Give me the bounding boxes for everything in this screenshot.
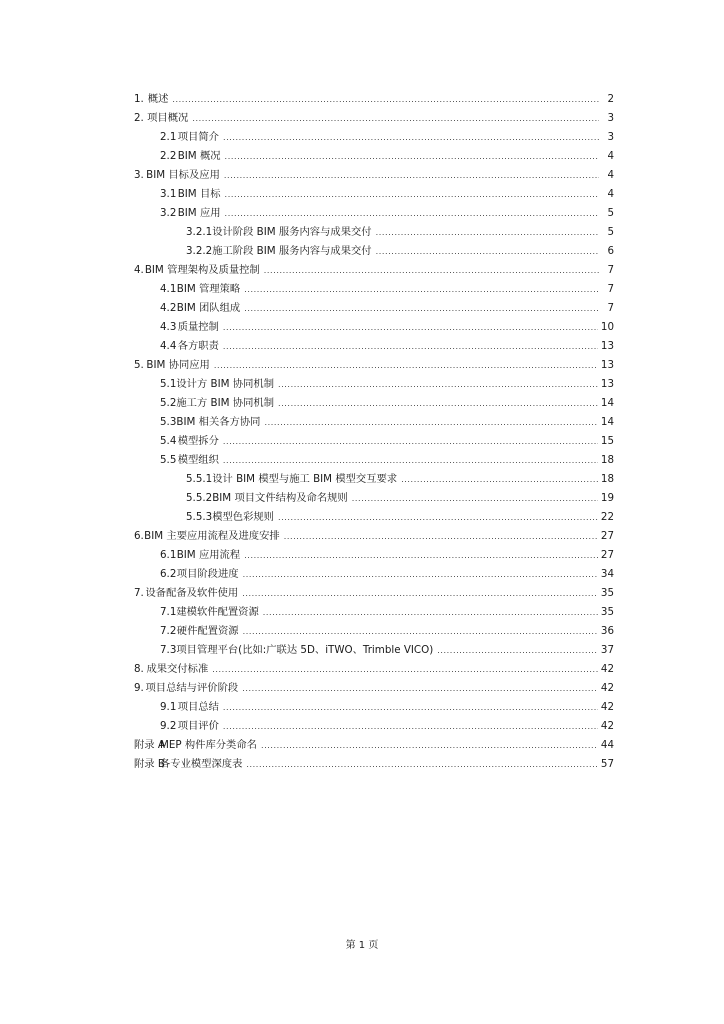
toc-dot-leader	[278, 508, 598, 527]
toc-entry-number: 附录 B	[134, 758, 165, 770]
toc-entry-page: 37	[600, 644, 614, 656]
toc-entry-title: 模型色彩规则	[212, 511, 274, 523]
toc-entry[interactable]	[134, 280, 614, 299]
toc-entry[interactable]	[134, 622, 614, 641]
toc-dot-leader	[352, 489, 598, 508]
toc-entry-page: 4	[607, 150, 614, 162]
toc-entry-number: 4.	[134, 264, 144, 276]
toc-entry-page: 44	[600, 739, 614, 751]
toc-entry-title: BIM 目标	[177, 188, 221, 200]
toc-entry-title: 施工方 BIM 协同机制	[176, 397, 274, 409]
toc-entry-title: 各专业模型深度表	[160, 758, 243, 770]
toc-entry[interactable]	[134, 242, 614, 261]
toc-entry-page: 42	[600, 720, 614, 732]
toc-dot-leader	[263, 603, 598, 622]
table-of-contents	[134, 90, 614, 774]
toc-dot-leader	[225, 147, 599, 166]
toc-entry-number: 2.1	[160, 131, 177, 143]
toc-entry-number: 7.	[134, 587, 144, 599]
toc-dot-leader	[224, 166, 599, 185]
toc-entry-title: BIM 协同应用	[146, 359, 210, 371]
toc-entry[interactable]	[134, 546, 614, 565]
toc-entry-title: 概述	[147, 93, 169, 105]
toc-dot-leader	[261, 736, 598, 755]
toc-entry-title: 项目总结	[177, 701, 219, 713]
toc-entry[interactable]	[134, 299, 614, 318]
toc-entry-number: 7.2	[160, 625, 177, 637]
toc-entry[interactable]	[134, 90, 614, 109]
toc-entry-page: 7	[607, 264, 614, 276]
toc-dot-leader	[244, 280, 599, 299]
toc-dot-leader	[243, 565, 598, 584]
toc-entry-title: BIM 主要应用流程及进度安排	[144, 530, 280, 542]
toc-entry[interactable]	[134, 356, 614, 375]
toc-entry-page: 4	[607, 169, 614, 181]
toc-entry-page: 5	[607, 226, 614, 238]
toc-entry-number: 5.5	[160, 454, 177, 466]
toc-dot-leader	[376, 223, 599, 242]
toc-entry-number: 1.	[134, 93, 144, 105]
toc-entry-page: 13	[600, 340, 614, 352]
toc-entry-number: 4.4	[160, 340, 177, 352]
toc-entry-title: BIM 管理策略	[176, 283, 241, 295]
toc-dot-leader	[223, 337, 598, 356]
toc-entry[interactable]	[134, 679, 614, 698]
toc-entry[interactable]	[134, 166, 614, 185]
toc-entry-page: 6	[607, 245, 614, 257]
toc-entry-page: 19	[600, 492, 614, 504]
toc-entry-number: 2.2	[160, 150, 177, 162]
toc-entry[interactable]	[134, 109, 614, 128]
toc-entry-page: 34	[600, 568, 614, 580]
toc-dot-leader	[376, 242, 599, 261]
toc-entry-page: 14	[600, 416, 614, 428]
toc-dot-leader	[172, 90, 599, 109]
toc-dot-leader	[223, 318, 598, 337]
toc-entry[interactable]	[134, 318, 614, 337]
toc-entry-number: 3.2	[160, 207, 177, 219]
toc-entry-title: BIM 相关各方协同	[176, 416, 261, 428]
toc-entry-number: 3.1	[160, 188, 177, 200]
toc-entry-number: 5.4	[160, 435, 177, 447]
toc-dot-leader	[278, 394, 598, 413]
toc-entry-title: 模型拆分	[177, 435, 219, 447]
toc-entry-page: 13	[600, 378, 614, 390]
toc-entry-page: 14	[600, 397, 614, 409]
toc-entry[interactable]	[134, 660, 614, 679]
toc-entry-title: 项目评价	[177, 720, 219, 732]
toc-dot-leader	[244, 299, 599, 318]
toc-entry-page: 42	[600, 663, 614, 675]
toc-entry-number: 4.2	[160, 302, 177, 314]
toc-entry-number: 7.1	[160, 606, 177, 618]
toc-entry-page: 27	[600, 549, 614, 561]
toc-entry-title: 设备配备及软件使用	[145, 587, 239, 599]
toc-entry-page: 22	[600, 511, 614, 523]
toc-entry-title: BIM 目标及应用	[146, 169, 220, 181]
toc-entry[interactable]	[134, 185, 614, 204]
toc-dot-leader	[223, 717, 598, 736]
toc-entry-title: MEP 构件库分类命名	[160, 739, 257, 751]
toc-entry-number: 3.	[134, 169, 144, 181]
toc-entry-number: 5.1	[160, 378, 177, 390]
toc-entry-number: 4.3	[160, 321, 177, 333]
toc-entry[interactable]	[134, 128, 614, 147]
toc-dot-leader	[214, 356, 598, 375]
toc-entry[interactable]	[134, 204, 614, 223]
toc-entry-title: 项目简介	[177, 131, 219, 143]
toc-dot-leader	[242, 584, 598, 603]
toc-entry-title: BIM 概况	[177, 150, 221, 162]
toc-dot-leader	[284, 527, 598, 546]
toc-entry-page: 42	[600, 682, 614, 694]
toc-entry[interactable]	[134, 470, 614, 489]
toc-dot-leader	[223, 698, 598, 717]
toc-entry-page: 7	[607, 283, 614, 295]
toc-entry[interactable]	[134, 375, 614, 394]
toc-entry-number: 9.2	[160, 720, 177, 732]
toc-entry-page: 13	[600, 359, 614, 371]
toc-entry-page: 18	[600, 473, 614, 485]
toc-entry-number: 5.5.2	[186, 492, 213, 504]
toc-dot-leader	[242, 679, 598, 698]
toc-entry-page: 3	[607, 131, 614, 143]
toc-entry-title: 项目概况	[147, 112, 189, 124]
toc-entry-page: 3	[607, 112, 614, 124]
toc-entry-page: 27	[600, 530, 614, 542]
toc-dot-leader	[223, 451, 598, 470]
toc-entry-title: 项目阶段进度	[176, 568, 239, 580]
toc-entry[interactable]	[134, 394, 614, 413]
toc-entry[interactable]	[134, 698, 614, 717]
toc-dot-leader	[225, 204, 599, 223]
toc-entry[interactable]	[134, 736, 614, 755]
toc-entry-number: 7.3	[160, 644, 177, 656]
page-number-footer: 第 1 页	[345, 940, 379, 951]
toc-entry[interactable]	[134, 527, 614, 546]
toc-entry-page: 57	[600, 758, 614, 770]
toc-entry-page: 35	[600, 587, 614, 599]
toc-entry-title: 模型组织	[177, 454, 219, 466]
toc-entry-title: BIM 应用流程	[176, 549, 241, 561]
toc-entry[interactable]	[134, 717, 614, 736]
toc-entry-page: 18	[600, 454, 614, 466]
toc-entry-page: 4	[607, 188, 614, 200]
toc-entry[interactable]	[134, 337, 614, 356]
toc-entry-number: 8.	[134, 663, 144, 675]
toc-entry-title: 设计阶段 BIM 服务内容与成果交付	[212, 226, 372, 238]
toc-entry-title: 项目总结与评价阶段	[145, 682, 239, 694]
toc-entry-title: BIM 项目文件结构及命名规则	[212, 492, 348, 504]
toc-dot-leader	[223, 432, 598, 451]
toc-entry[interactable]	[134, 223, 614, 242]
toc-entry-number: 5.2	[160, 397, 177, 409]
toc-entry[interactable]	[134, 641, 614, 660]
toc-entry-number: 附录 A	[134, 739, 165, 751]
toc-entry[interactable]	[134, 755, 614, 774]
toc-entry-page: 35	[600, 606, 614, 618]
toc-entry-number: 3.2.2	[186, 245, 213, 257]
toc-entry[interactable]	[134, 489, 614, 508]
toc-entry[interactable]	[134, 413, 614, 432]
toc-entry-number: 5.	[134, 359, 144, 371]
toc-entry-number: 3.2.1	[186, 226, 213, 238]
toc-dot-leader	[225, 185, 599, 204]
toc-entry[interactable]	[134, 451, 614, 470]
toc-entry-page: 15	[600, 435, 614, 447]
toc-entry[interactable]	[134, 508, 614, 527]
toc-entry-number: 9.1	[160, 701, 177, 713]
toc-dot-leader	[192, 109, 599, 128]
toc-entry-title: 设计 BIM 模型与施工 BIM 模型交互要求	[212, 473, 398, 485]
toc-dot-leader	[223, 128, 599, 147]
toc-entry-title: 质量控制	[177, 321, 219, 333]
toc-entry-title: 成果交付标准	[146, 663, 209, 675]
toc-entry-title: 项目管理平台(比如:广联达 5D、iTWO、Trimble VICO)	[176, 644, 434, 656]
toc-entry-number: 2.	[134, 112, 144, 124]
toc-dot-leader	[401, 470, 598, 489]
toc-entry-page: 42	[600, 701, 614, 713]
toc-entry-number: 5.3	[160, 416, 177, 428]
toc-entry-number: 6.	[134, 530, 144, 542]
toc-entry[interactable]	[134, 603, 614, 622]
toc-entry-title: 设计方 BIM 协同机制	[176, 378, 274, 390]
toc-dot-leader	[243, 622, 598, 641]
toc-dot-leader	[264, 261, 599, 280]
toc-entry-title: BIM 团队组成	[176, 302, 241, 314]
toc-entry-number: 4.1	[160, 283, 177, 295]
toc-entry-title: BIM 管理架构及质量控制	[144, 264, 260, 276]
toc-entry-page: 10	[600, 321, 614, 333]
toc-entry[interactable]	[134, 584, 614, 603]
toc-entry-number: 6.2	[160, 568, 177, 580]
toc-entry-number: 5.5.3	[186, 511, 213, 523]
toc-dot-leader	[212, 660, 598, 679]
toc-entry-title: 硬件配置资源	[176, 625, 239, 637]
toc-dot-leader	[246, 755, 598, 774]
toc-dot-leader	[264, 413, 597, 432]
toc-entry-page: 36	[600, 625, 614, 637]
toc-entry[interactable]	[134, 147, 614, 166]
toc-entry-title: 建模软件配置资源	[176, 606, 259, 618]
toc-entry-page: 5	[607, 207, 614, 219]
toc-entry-page: 2	[607, 93, 614, 105]
toc-entry[interactable]	[134, 432, 614, 451]
toc-entry-number: 6.1	[160, 549, 177, 561]
toc-entry-page: 7	[607, 302, 614, 314]
toc-entry-number: 9.	[134, 682, 144, 694]
toc-entry[interactable]	[134, 261, 614, 280]
toc-entry-title: 各方职责	[177, 340, 219, 352]
toc-entry-number: 5.5.1	[186, 473, 213, 485]
toc-entry-title: 施工阶段 BIM 服务内容与成果交付	[212, 245, 372, 257]
toc-dot-leader	[244, 546, 598, 565]
toc-entry[interactable]	[134, 565, 614, 584]
toc-entry-title: BIM 应用	[177, 207, 221, 219]
toc-dot-leader	[278, 375, 598, 394]
toc-dot-leader	[437, 641, 598, 660]
